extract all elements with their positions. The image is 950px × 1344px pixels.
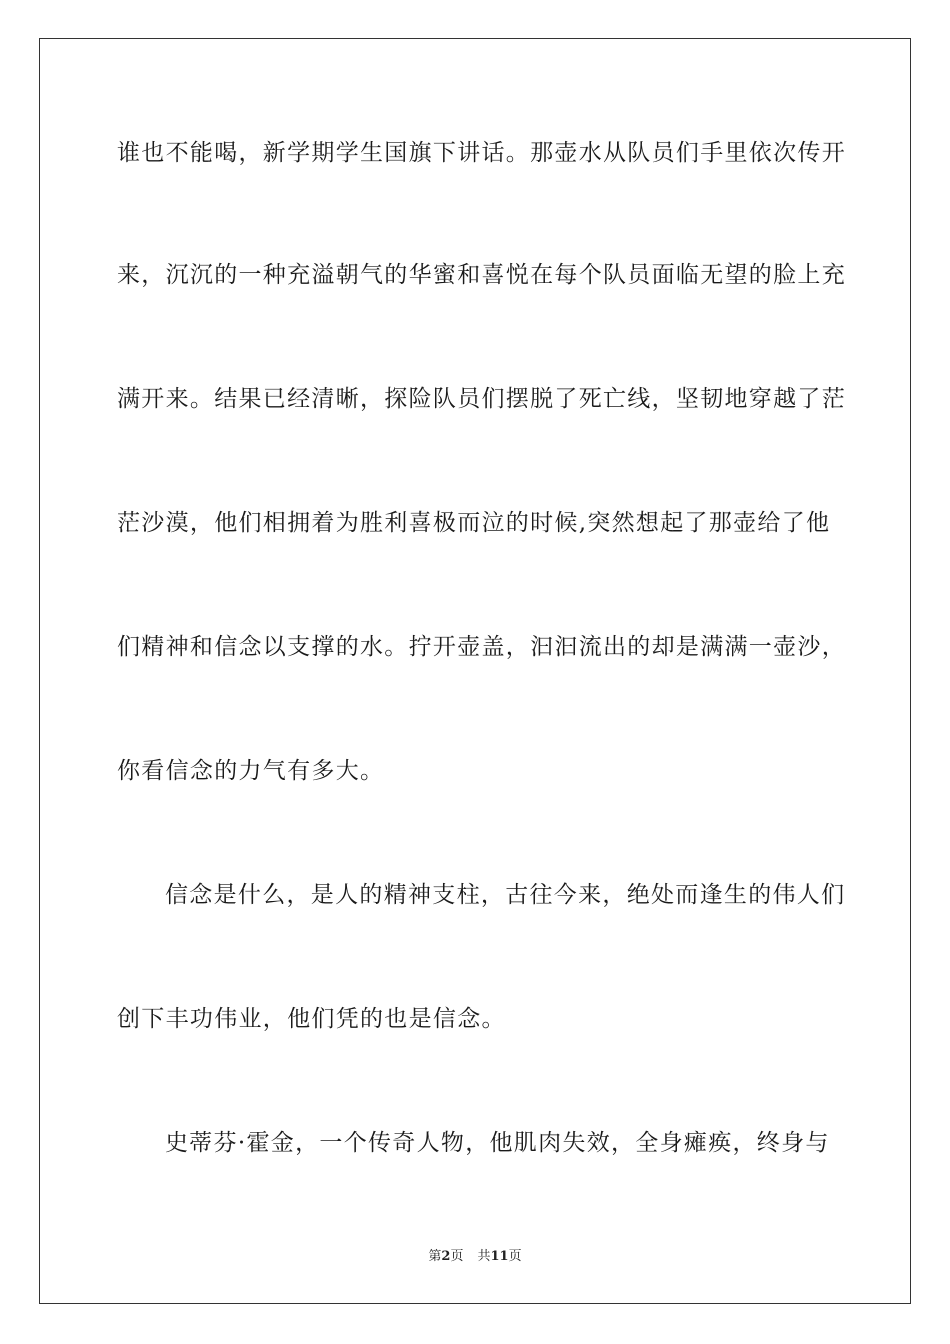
total-prefix: 共 bbox=[477, 1249, 491, 1264]
page-suffix: 页 bbox=[450, 1249, 464, 1264]
page-prefix: 第 bbox=[428, 1249, 442, 1264]
text-line-6: 你看信念的力气有多大。 bbox=[117, 758, 385, 784]
text-line-3: 满开来。结果已经清晰，探险队员们摆脱了死亡线，坚韧地穿越了茫 bbox=[117, 386, 846, 412]
text-line-5: 们精神和信念以支撑的水。拧开壶盖，汩汩流出的却是满满一壶沙， bbox=[117, 634, 846, 660]
paragraph-start-belief: 信念是什么，是人的精神支柱，古往今来，绝处而逢生的伟人们 bbox=[165, 882, 846, 908]
page-number: 2 bbox=[441, 1249, 451, 1264]
text-line-1: 谁也不能喝，新学期学生国旗下讲话。那壶水从队员们手里依次传开 bbox=[117, 140, 846, 166]
text-line-2: 来，沉沉的一种充溢朝气的华蜜和喜悦在每个队员面临无望的脸上充 bbox=[117, 262, 846, 288]
total-pages: 11 bbox=[490, 1249, 509, 1264]
page-footer bbox=[0, 1248, 950, 1266]
total-suffix: 页 bbox=[508, 1249, 522, 1264]
text-line-8: 创下丰功伟业，他们凭的也是信念。 bbox=[117, 1006, 506, 1032]
paragraph-start-hawking: 史蒂芬·霍金，一个传奇人物，他肌肉失效，全身瘫痪，终身与 bbox=[165, 1130, 830, 1156]
page-border bbox=[39, 38, 911, 1304]
text-line-4: 茫沙漠，他们相拥着为胜利喜极而泣的时候,突然想起了那壶给了他 bbox=[117, 510, 831, 536]
